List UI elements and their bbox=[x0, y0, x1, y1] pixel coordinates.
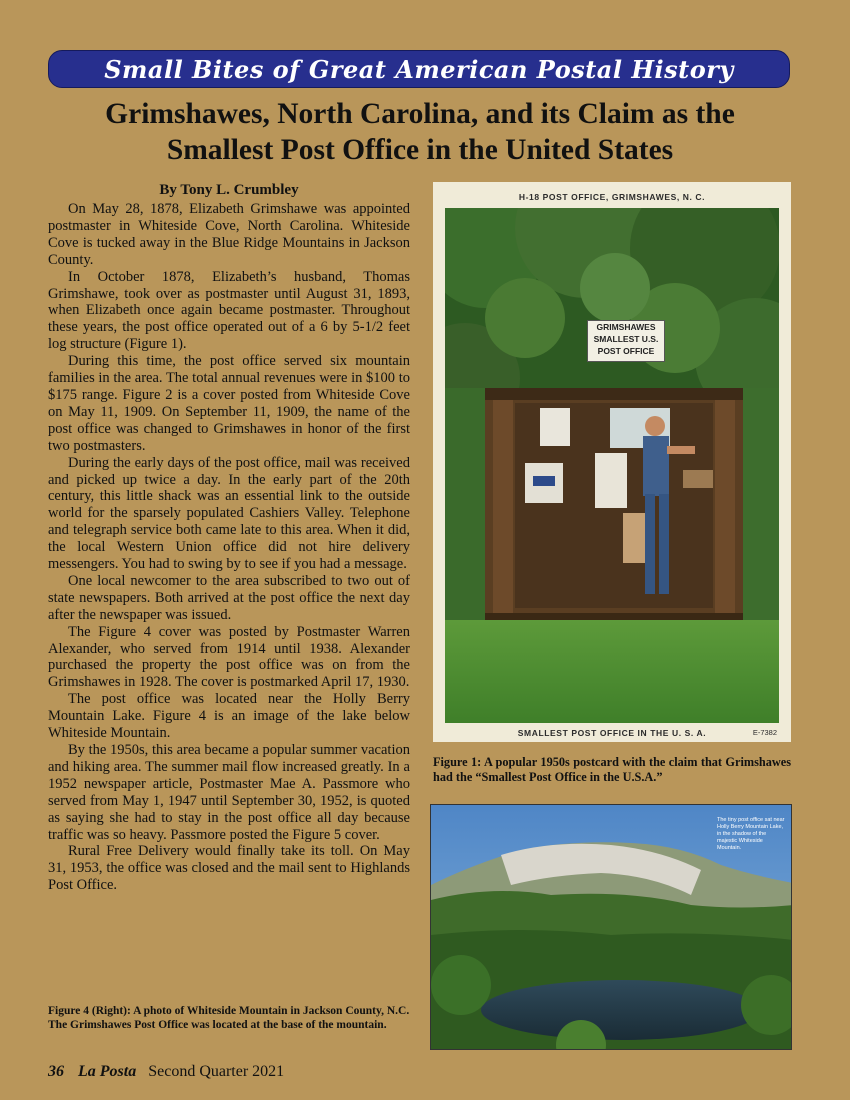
article-body bbox=[48, 201, 410, 894]
post-office-sign: GRIMSHAWES SMALLEST U.S. POST OFFICE bbox=[587, 320, 665, 362]
figure-1-caption: Figure 1: A popular 1950s postcard with the claim that Grimshawes had the “Smallest Post Office in the U.S.A.” bbox=[433, 755, 791, 784]
postcard-bottom-text: SMALLEST POST OFFICE IN THE U. S. A. bbox=[517, 728, 707, 738]
paragraph: By the 1950s, this area became a popular summer vacation and hiking area. The summer mail flow increased greatly. In a 1952 newspaper article, Postmaster Mae A. Passmore who served from May 1, 1947 until September 30, 1952, is quoted as saying she had to stay in the post office all day because traffic was so heavy. Passmore posted the Figure 5 cover. bbox=[48, 742, 410, 843]
figure-1-postcard bbox=[433, 182, 791, 742]
post-office-illustration bbox=[445, 208, 779, 723]
paragraph: Rural Free Delivery would finally take its toll. On May 31, 1953, the office was closed and the mail sent to Highlands Post Office. bbox=[48, 843, 410, 894]
magazine-name: La Posta bbox=[78, 1063, 137, 1080]
banner-text: Small Bites of Great American Postal History bbox=[104, 54, 734, 84]
paragraph: On May 28, 1878, Elizabeth Grimshawe was appointed postmaster in Whiteside Cove, North Carolina. Whiteside Cove is tucked away in the Blue Ridge Mountains in Jackson County. bbox=[48, 201, 410, 268]
figure-4-caption: Figure 4 (Right): A photo of Whiteside Mountain in Jackson County, N.C. The Grimshawes Post Office was located at the base of the mountain. bbox=[48, 1005, 410, 1032]
photo-inset-note: The tiny post office sat near Holly Berry Mountain Lake, in the shadow of the majestic Whiteside Mountain. bbox=[717, 817, 785, 851]
paragraph: During the early days of the post office, mail was received and picked up twice a day. In the early part of the 20th century, this little shack was an essential link to the outside world for the sparsely populated Cashiers Valley. Telephone and telegraph service both came late to this area. When it did, the local Western Union office did not hire delivery messengers. You had to swing by to see if you had a message. bbox=[48, 454, 410, 573]
byline: By Tony L. Crumbley bbox=[159, 182, 299, 198]
article-title bbox=[20, 96, 820, 168]
section-banner bbox=[48, 50, 790, 88]
page-number: 36 bbox=[48, 1063, 64, 1080]
issue-date: Second Quarter 2021 bbox=[148, 1063, 285, 1080]
paragraph: During this time, the post office served six mountain families in the area. The total annual revenues were in $100 to $175 range. Figure 2 is a cover posted from Whiteside Cove on May 11, 1909. On September 11, 1909, the name of the post office was changed to Grimshawes in honor of the first two postmasters. bbox=[48, 353, 410, 454]
postcard-image bbox=[445, 208, 779, 723]
paragraph: One local newcomer to the area subscribed to two out of state newspapers. Both arrived at the post office the next day after the newspaper was issued. bbox=[48, 572, 410, 623]
paragraph: The post office was located near the Holly Berry Mountain Lake. Figure 4 is an image of the lake below Whiteside Mountain. bbox=[48, 691, 410, 742]
figure-4-photo bbox=[430, 804, 792, 1050]
title-line-2: Smallest Post Office in the United States bbox=[166, 134, 674, 166]
paragraph: The Figure 4 cover was posted by Postmaster Warren Alexander, who served from 1914 until 1938. Alexander purchased the property the post office was on from the Grimshawes in 1928. The cover is postmarked April 17, 1930. bbox=[48, 623, 410, 691]
title-line-1: Grimshawes, North Carolina, and its Claim as the bbox=[105, 98, 735, 130]
postcard-top-text: H-18 POST OFFICE, GRIMSHAWES, N. C. bbox=[518, 192, 706, 202]
page-footer bbox=[48, 1063, 284, 1081]
paragraph: In October 1878, Elizabeth’s husband, Thomas Grimshawe, took over as postmaster until August 31, 1893, when Elizabeth once again became postmaster. Throughout these years, the post office operated out of a 6 by 5-1/2 feet log structure (Figure 1). bbox=[48, 268, 410, 353]
postcard-number: E-7382 bbox=[752, 728, 777, 737]
